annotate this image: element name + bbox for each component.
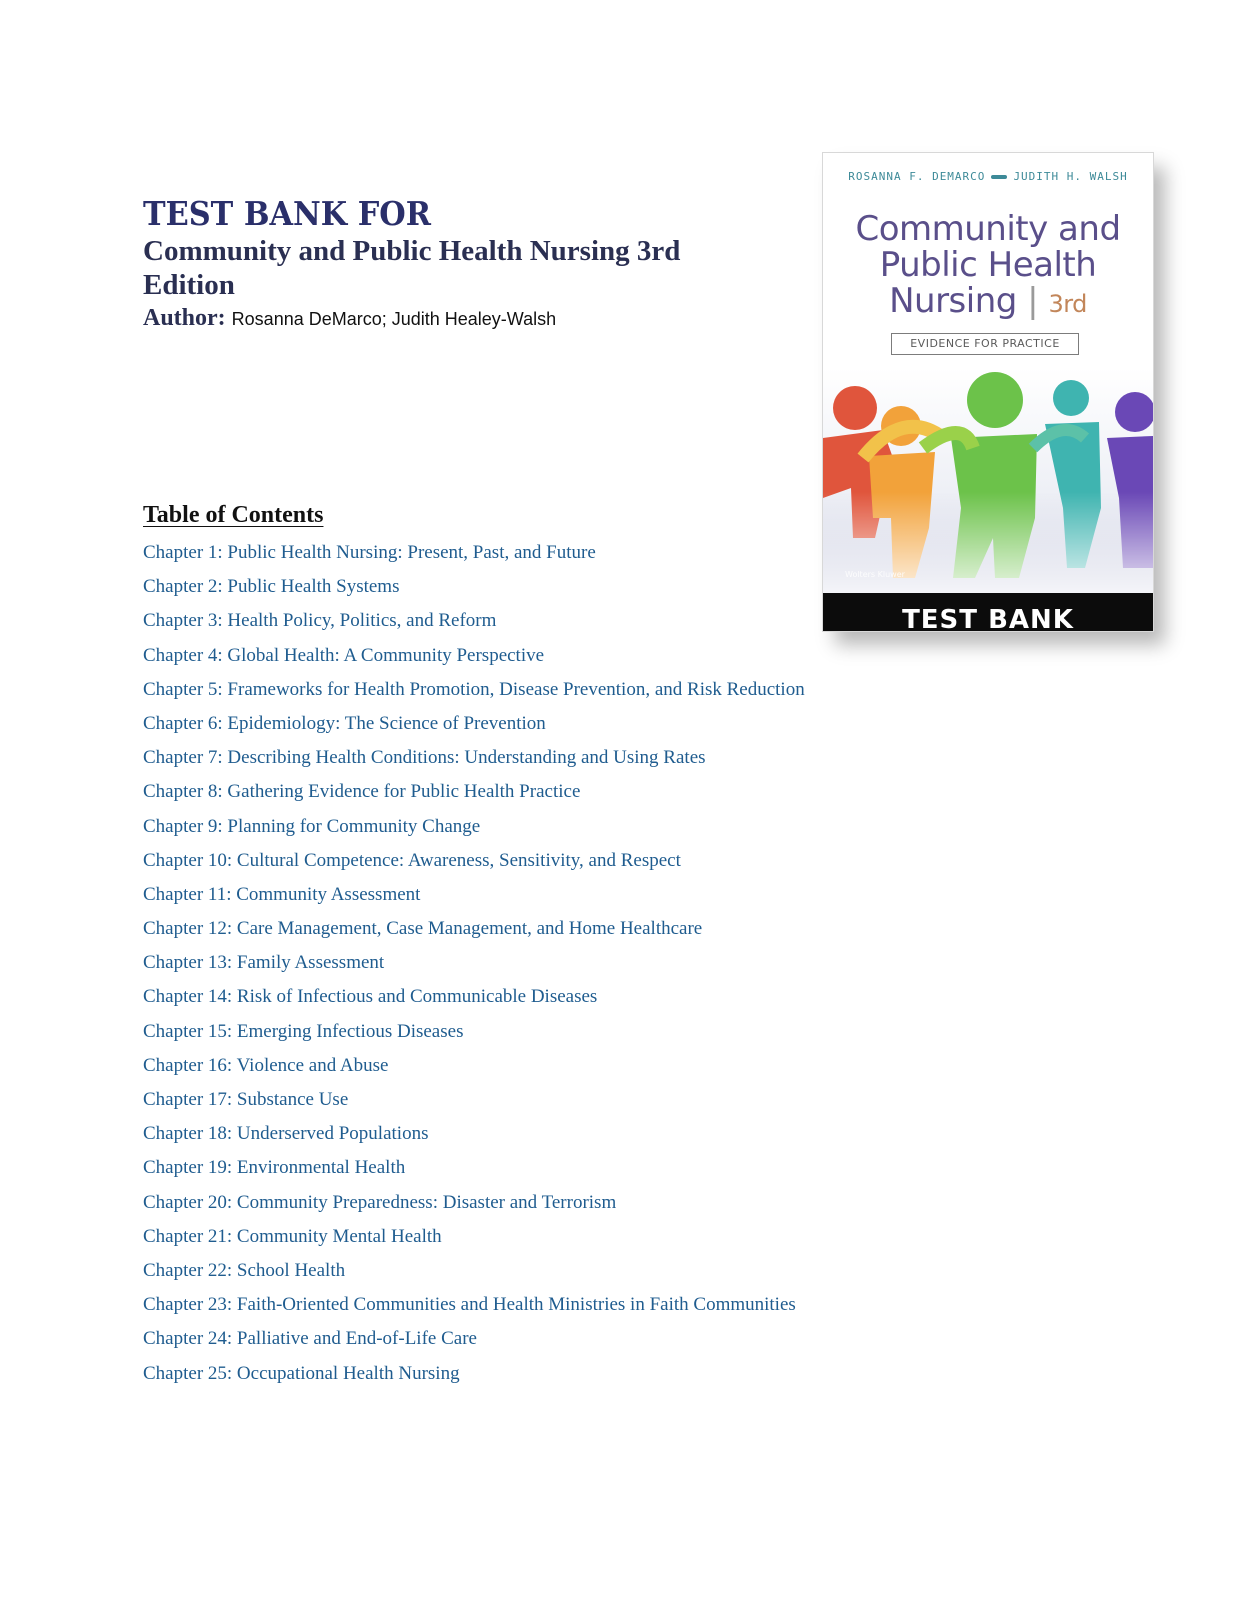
toc-item[interactable]: Chapter 1: Public Health Nursing: Present, Past, and Future <box>143 542 596 563</box>
toc-item[interactable]: Chapter 8: Gathering Evidence for Public Health Practice <box>143 781 581 803</box>
toc-item[interactable]: Chapter 24: Palliative and End-of-Life Care <box>143 1328 477 1350</box>
cover-title-line2: Public Health <box>879 245 1097 285</box>
cover-title: Community and Public Health Nursing | 3rd <box>855 209 1121 321</box>
cover-author-left: ROSANNA F. DEMARCO <box>848 170 986 183</box>
table-of-contents <box>143 498 863 1391</box>
book-title-line2: Edition <box>143 269 235 301</box>
author-line <box>143 303 743 336</box>
book-title <box>143 234 743 302</box>
toc-item[interactable]: Chapter 18: Underserved Populations <box>143 1123 429 1145</box>
toc-item[interactable]: Chapter 15: Emerging Infectious Diseases <box>143 1020 464 1042</box>
toc-item[interactable]: Chapter 20: Community Preparedness: Disaster and Terrorism <box>143 1191 617 1213</box>
test-bank-band-text: TEST BANK <box>902 605 1074 631</box>
cover-authors <box>823 170 1153 183</box>
toc-item[interactable]: Chapter 10: Cultural Competence: Awareness, Sensitivity, and Respect <box>143 849 681 871</box>
toc-item[interactable]: Chapter 4: Global Health: A Community Perspective <box>143 644 545 666</box>
toc-item[interactable]: Chapter 12: Care Management, Case Management, and Home Healthcare <box>143 918 703 940</box>
publisher-logo: Wolters Kluwer <box>845 570 905 579</box>
test-bank-band <box>823 593 1153 631</box>
cover-title-line1: Community and <box>855 209 1121 249</box>
toc-item[interactable]: Chapter 2: Public Health Systems <box>143 576 400 598</box>
toc-item[interactable]: Chapter 7: Describing Health Conditions: Understanding and Using Rates <box>143 747 706 769</box>
toc-item[interactable]: Chapter 11: Community Assessment <box>143 883 421 905</box>
toc-item[interactable]: Chapter 5: Frameworks for Health Promotion, Disease Prevention, and Risk Reduction <box>143 678 805 700</box>
toc-item[interactable]: Chapter 16: Violence and Abuse <box>143 1054 389 1076</box>
cover-edition: 3rd <box>1048 290 1087 318</box>
toc-list <box>143 536 863 1391</box>
toc-item[interactable]: Chapter 21: Community Mental Health <box>143 1225 442 1247</box>
cover-title-line3: Nursing <box>889 281 1017 321</box>
book-cover-image <box>823 153 1153 631</box>
cover-subtitle: EVIDENCE FOR PRACTICE <box>891 333 1079 355</box>
toc-item[interactable]: Chapter 6: Epidemiology: The Science of Prevention <box>143 712 546 734</box>
toc-item[interactable]: Chapter 9: Planning for Community Change <box>143 815 481 837</box>
author-label: Author: <box>143 305 226 331</box>
cover-author-separator <box>991 175 1007 179</box>
toc-item[interactable]: Chapter 13: Family Assessment <box>143 952 385 974</box>
toc-item[interactable]: Chapter 22: School Health <box>143 1259 346 1281</box>
cover-author-right: JUDITH H. WALSH <box>1013 170 1128 183</box>
book-cover <box>823 153 1153 631</box>
toc-item[interactable]: Chapter 19: Environmental Health <box>143 1157 406 1179</box>
test-bank-heading: TEST BANK FOR <box>143 194 431 233</box>
toc-item[interactable]: Chapter 3: Health Policy, Politics, and Reform <box>143 610 497 632</box>
book-title-line1: Community and Public Health Nursing 3rd <box>143 235 681 267</box>
toc-item[interactable]: Chapter 17: Substance Use <box>143 1089 349 1110</box>
toc-heading: Table of Contents <box>143 502 324 528</box>
paper-people-illustration <box>823 368 1153 593</box>
toc-item[interactable]: Chapter 25: Occupational Health Nursing <box>143 1362 460 1384</box>
toc-item[interactable]: Chapter 23: Faith-Oriented Communities and Health Ministries in Faith Communities <box>143 1294 796 1316</box>
document-header <box>143 194 743 336</box>
author-names: Rosanna DeMarco; Judith Healey-Walsh <box>231 309 557 329</box>
toc-item[interactable]: Chapter 14: Risk of Infectious and Communicable Diseases <box>143 986 598 1008</box>
